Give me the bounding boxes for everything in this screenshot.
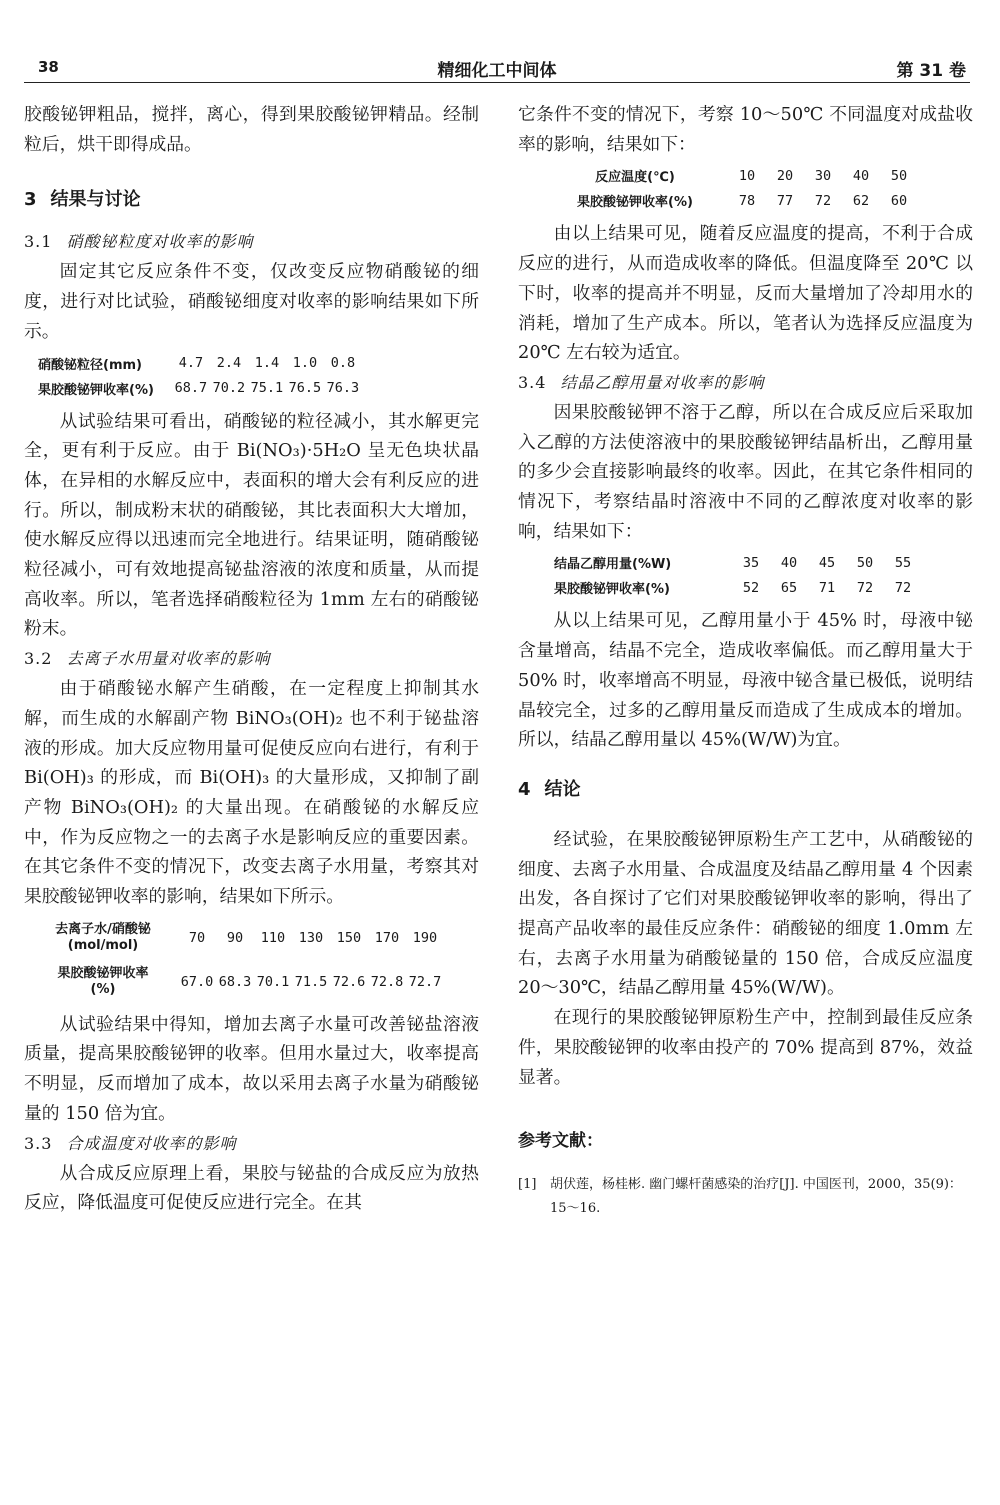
table-row [38, 376, 362, 401]
table-cell: 190 [412, 929, 438, 946]
paragraph-3-4-a: 因果胶酸铋钾不溶于乙醇，所以在合成反应后采取加入乙醇的方法使溶液中的果胶酸铋钾结晶析出，乙醇用量的多少会直接影响最终的收率。因此，在其它条件相同的情况下，考察结晶时溶液中不同的乙醇浓度对收率的影响，结果如下： [518, 401, 973, 542]
reference-item [518, 1173, 973, 1221]
table-row [560, 188, 918, 213]
table-cell: 78 [738, 192, 756, 209]
paragraph-3-1-b: 从试验结果可看出，硝酸铋的粒径减小，其水解更完全，更有利于反应。由于 Bi(NO₃)·5H₂O 呈无色块状晶体，在异相的水解反应中，表面积的增大会有利反应的进行。所以，制成粉末状的硝酸铋，其比表面积大大增加，使水解反应得以迅速而完全地进行。结果证明，随硝酸铋粒径减小，可有效地提高铋盐溶液的浓度和质量，从而提高收率。所以，笔者选择硝酸粒径为 1mm 左右的硝酸铋粉末。 [24, 410, 479, 640]
table-cell: 52 [742, 579, 760, 596]
right-column [518, 100, 973, 1221]
table-cell: 50 [890, 167, 908, 184]
section-4-heading [518, 775, 973, 805]
table-cell: 68.3 [218, 973, 252, 990]
section-3-heading [24, 185, 479, 215]
subsection-number: 3.1 [24, 232, 53, 252]
page-number: 38 [38, 58, 59, 76]
paragraph-3-4-b: 从以上结果可见，乙醇用量小于 45% 时，母液中铋含量增高，结晶不完全，造成收率偏低。而乙醇用量大于 50% 时，收率增高不明显，母液中铋含量已极低，说明结晶较完全，过多的乙醇用量反而造成了生成成本的增加。所以，结晶乙醇用量以 45%(W/W)为宜。 [518, 610, 973, 751]
paragraph-4-b: 在现行的果胶酸铋钾原粉生产中，控制到最佳反应条件，果胶酸铋钾的收率由投产的 70% 提高到 87%，效益显著。 [518, 1007, 973, 1088]
subsection-title: 合成温度对收率的影响 [66, 1133, 237, 1153]
subsection-number: 3.4 [518, 372, 547, 392]
subsection-3-3-heading [24, 1129, 479, 1159]
table-cell: 0.8 [330, 355, 356, 372]
table-particle-size [38, 351, 362, 401]
table-cell: 55 [894, 554, 912, 571]
reference-number: [1] [518, 1177, 537, 1193]
table-cell: 72.7 [408, 973, 442, 990]
table-cell: 1.4 [254, 355, 280, 372]
table-cell: 72 [856, 579, 874, 596]
table-cell: 110 [260, 929, 286, 946]
table-cell: 170 [374, 929, 400, 946]
journal-title: 精细化工中间体 [437, 61, 557, 81]
paragraph-4-a: 经试验，在果胶酸铋钾原粉生产工艺中，从硝酸铋的细度、去离子水用量、合成温度及结晶乙醇用量 4 个因素出发，各自探讨了它们对果胶酸铋钾收率的影响，得出了提高产品收率的最佳反应条件：硝酸铋的细度 1.0mm 左右，去离子水用量为硝酸铋量的 150 倍，合成反应温度 20～30℃，结晶乙醇用量 45%(W/W)。 [518, 828, 973, 999]
section-title: 结论 [544, 778, 581, 800]
table-row [554, 575, 922, 600]
table-cell: 62 [852, 192, 870, 209]
table-cell: 72 [894, 579, 912, 596]
subsection-3-2-heading [24, 644, 479, 674]
table-temperature [560, 163, 918, 213]
table-cell: 75.1 [250, 380, 284, 397]
table-cell: 76.3 [326, 380, 360, 397]
table-cell: 72.6 [332, 973, 366, 990]
table-cell: 90 [226, 929, 244, 946]
subsection-title: 硝酸铋粒度对收率的影响 [66, 232, 254, 252]
left-column [24, 100, 479, 1218]
table-cell: 70.2 [212, 380, 246, 397]
subsection-3-4-heading [518, 368, 973, 398]
table-cell: 72 [814, 192, 832, 209]
row-label: 果胶酸铋钾收率 (%) [57, 965, 149, 997]
row-label: 硝酸铋粒径(mm) [38, 357, 142, 373]
row-label: 反应温度(℃) [595, 170, 675, 186]
table-cell: 40 [780, 554, 798, 571]
subsection-3-1-heading [24, 227, 479, 257]
page-header [24, 52, 970, 83]
table-cell: 71.5 [294, 973, 328, 990]
intro-paragraph: 胶酸铋钾粗品，搅拌，离心，得到果胶酸铋钾精品。经制粒后，烘干即得成品。 [24, 104, 479, 155]
table-cell: 4.7 [178, 355, 204, 372]
table-cell: 2.4 [216, 355, 242, 372]
paragraph-3-3-b: 它条件不变的情况下，考察 10～50℃ 不同温度对成盐收率的影响，结果如下： [518, 104, 973, 155]
row-label: 结晶乙醇用量(%W) [554, 557, 672, 573]
row-label: 果胶酸铋钾收率(%) [554, 582, 670, 598]
section-title: 结果与讨论 [50, 189, 141, 211]
table-cell: 71 [818, 579, 836, 596]
table-row [560, 163, 918, 188]
paragraph-3-3-a: 从合成反应原理上看，果胶与铋盐的合成反应为放热反应，降低温度可促使反应进行完全。在其 [24, 1162, 479, 1214]
table-row [38, 960, 444, 1004]
section-number: 3 [24, 189, 37, 211]
table-row [38, 916, 444, 960]
table-cell: 60 [890, 192, 908, 209]
table-cell: 76.5 [288, 380, 322, 397]
paragraph-3-1-a: 固定其它反应条件不变，仅改变反应物硝酸铋的细度，进行对比试验，硝酸铋细度对收率的影响结果如下所示。 [24, 261, 479, 342]
paragraph-3-2-a: 由于硝酸铋水解产生硝酸，在一定程度上抑制其水解，而生成的水解副产物 BiNO₃(OH)₂ 也不利于铋盐溶液的形成。加大反应物用量可促使反应向右进行，有利于 Bi(OH)₃ 的形成，而 Bi(OH)₃ 的大量形成，又抑制了副产物 BiNO₃(OH)₂ 的大量出现。在硝酸铋的水解反应中，作为反应物之一的去离子水是影响反应的重要因素。在其它条件不变的情况下，改变去离子水用量，考察其对果胶酸铋钾收率的影响，结果如下所示。 [24, 678, 479, 908]
table-cell: 72.8 [370, 973, 404, 990]
subsection-title: 结晶乙醇用量对收率的影响 [560, 372, 765, 392]
row-label: 去离子水/硝酸铋 (mol/mol) [55, 921, 151, 953]
reference-text: 胡伏莲，杨桂彬. 幽门螺杆菌感染的治疗[J]. 中国医刊，2000，35(9)：15～16. [550, 1177, 962, 1217]
table-cell: 67.0 [180, 973, 214, 990]
table-cell: 35 [742, 554, 760, 571]
table-cell: 130 [298, 929, 324, 946]
table-ethanol [554, 550, 922, 600]
table-cell: 1.0 [292, 355, 318, 372]
table-water-ratio [38, 916, 444, 1004]
table-cell: 40 [852, 167, 870, 184]
subsection-number: 3.3 [24, 1133, 53, 1153]
table-cell: 65 [780, 579, 798, 596]
row-label: 果胶酸铋钾收率(%) [577, 195, 693, 211]
table-cell: 20 [776, 167, 794, 184]
volume-label: 第 31 卷 [896, 61, 966, 81]
table-cell: 70.1 [256, 973, 290, 990]
table-cell: 68.7 [174, 380, 208, 397]
subsection-number: 3.2 [24, 649, 53, 669]
table-cell: 70 [188, 929, 206, 946]
table-cell: 150 [336, 929, 362, 946]
table-cell: 77 [776, 192, 794, 209]
table-cell: 50 [856, 554, 874, 571]
table-cell: 10 [738, 167, 756, 184]
row-label: 果胶酸铋钾收率(%) [38, 382, 154, 398]
paragraph-3-2-b: 从试验结果中得知，增加去离子水量可改善铋盐溶液质量，提高果胶酸铋钾的收率。但用水量过大，收率提高不明显，反而增加了成本，故以采用去离子水量为硝酸铋量的 150 倍为宜。 [24, 1013, 479, 1124]
table-cell: 45 [818, 554, 836, 571]
subsection-title: 去离子水用量对收率的影响 [66, 649, 271, 669]
table-cell: 30 [814, 167, 832, 184]
references-heading: 参考文献： [518, 1131, 603, 1152]
section-number: 4 [518, 778, 531, 800]
table-row [554, 550, 922, 575]
paragraph-3-3-c: 由以上结果可见，随着反应温度的提高，不利于合成反应的进行，从而造成收率的降低。但温度降至 20℃ 以下时，收率的提高并不明显，反而大量增加了冷却用水的消耗，增加了生产成本。所以，笔者认为选择反应温度为 20℃ 左右较为适宜。 [518, 223, 973, 364]
table-row [38, 351, 362, 376]
